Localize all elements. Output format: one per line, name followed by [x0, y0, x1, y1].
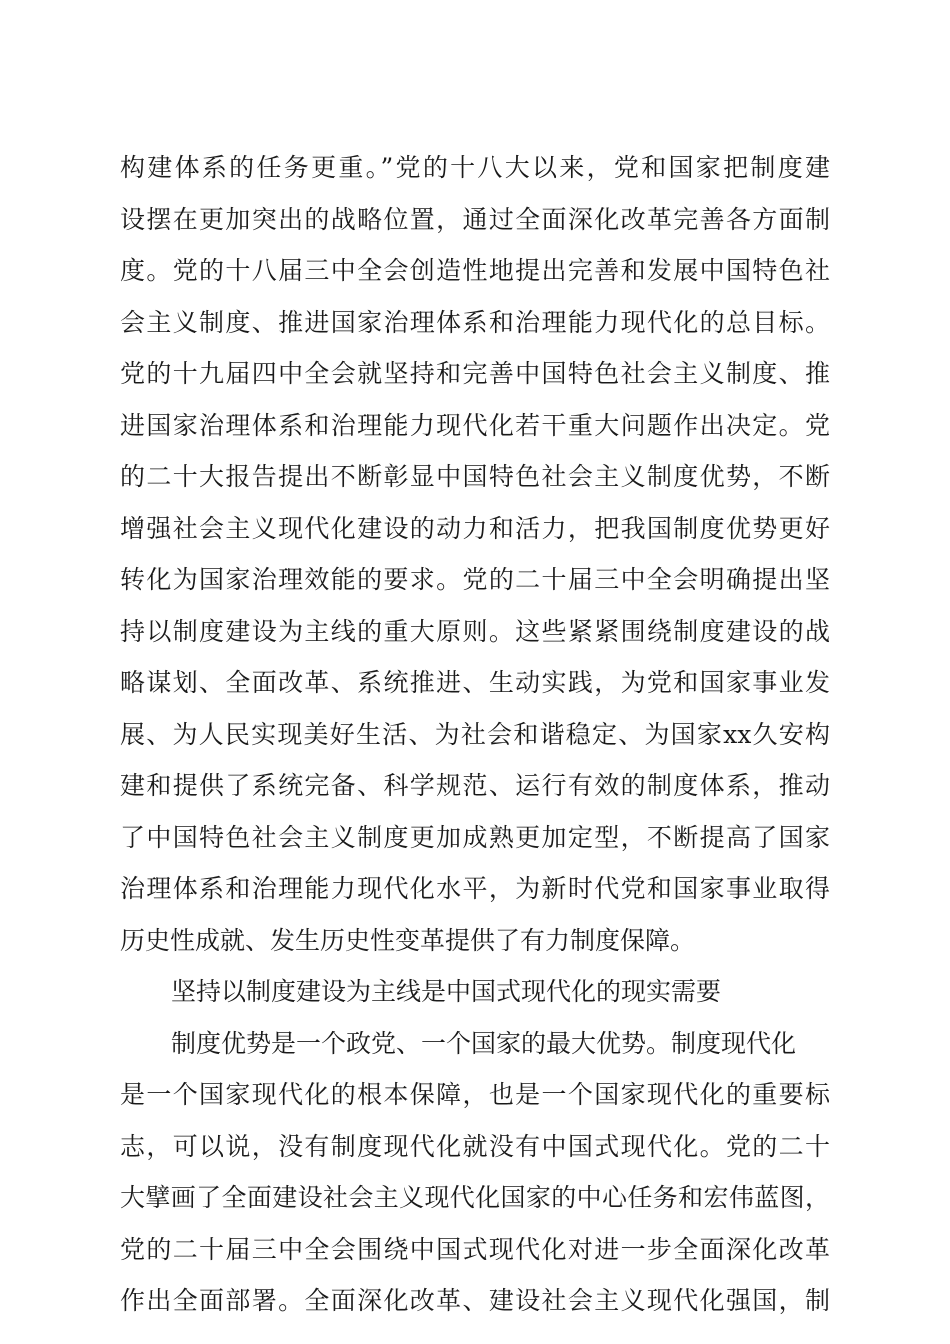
text-line: 是一个国家现代化的根本保障，也是一个国家现代化的重要标 [120, 1080, 830, 1109]
text-line: 作出全面部署。全面深化改革、建设社会主义现代化强国，制 [120, 1286, 830, 1315]
text-line: 持以制度建设为主线的重大原则。这些紧紧围绕制度建设的战 [120, 616, 830, 646]
text-line: 党的二十届三中全会围绕中国式现代化对进一步全面深化改革 [120, 1234, 830, 1264]
text-line: 展、为人民实现美好生活、为社会和谐稳定、为国家xx久安构 [120, 719, 830, 749]
text-line: 党的十九届四中全会就坚持和完善中国特色社会主义制度、推 [120, 359, 830, 388]
text-line: 历史性成就、发生历史性变革提供了有力制度保障。 [120, 925, 696, 955]
body-text [120, 142, 830, 1327]
text-line: 大擘画了全面建设社会主义现代化国家的中心任务和宏伟蓝图， [120, 1183, 830, 1212]
paragraph-1 [120, 142, 830, 966]
text-line: 志，可以说，没有制度现代化就没有中国式现代化。党的二十 [120, 1131, 830, 1161]
text-line: 治理体系和治理能力现代化水平，为新时代党和国家事业取得 [120, 874, 830, 903]
text-line: 了中国特色社会主义制度更加成熟更加定型，不断提高了国家 [120, 822, 830, 852]
section-heading: 坚持以制度建设为主线是中国式现代化的现实需要 [171, 977, 722, 1006]
text-line: 略谋划、全面改革、系统推进、生动实践，为党和国家事业发 [120, 668, 830, 697]
text-line: 转化为国家治理效能的要求。党的二十届三中全会明确提出坚 [120, 565, 830, 594]
text-line: 度。党的十八届三中全会创造性地提出完善和发展中国特色社 [120, 256, 830, 285]
text-line: 进国家治理体系和治理能力现代化若干重大问题作出决定。党 [120, 410, 830, 440]
text-line: 构建体系的任务更重。”党的十八大以来，党和国家把制度建 [120, 153, 830, 182]
text-line: 的二十大报告提出不断彰显中国特色社会主义制度优势，不断 [120, 462, 830, 491]
text-line: 设摆在更加突出的战略位置，通过全面深化改革完善各方面制 [120, 204, 830, 234]
text-line: 会主义制度、推进国家治理体系和治理能力现代化的总目标。 [120, 307, 830, 337]
text-line: 建和提供了系统完备、科学规范、运行有效的制度体系，推动 [120, 771, 830, 800]
paragraph-2 [120, 1018, 830, 1327]
text-line: 增强社会主义现代化建设的动力和活力，把我国制度优势更好 [120, 513, 830, 543]
text-line: 制度优势是一个政党、一个国家的最大优势。制度现代化 [171, 1028, 797, 1058]
